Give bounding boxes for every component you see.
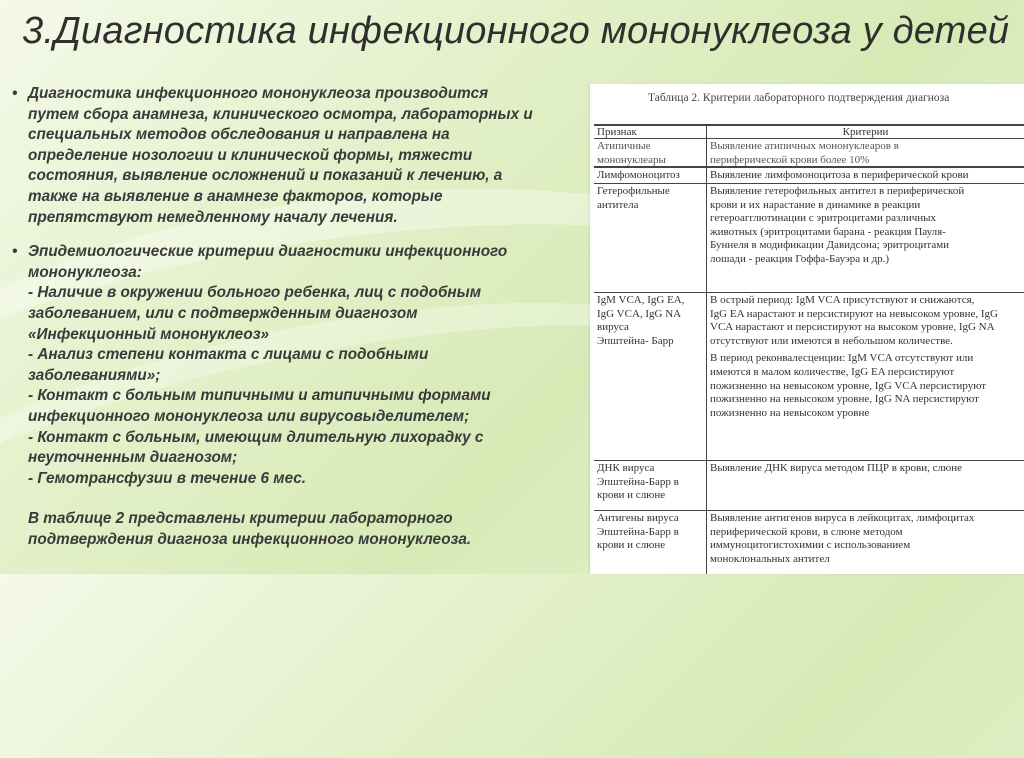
text-line: - Наличие в окружении больного ребенка, лиц с подобным xyxy=(28,284,482,302)
text-line: - Анализ степени контакта с лицами с подобными xyxy=(28,346,429,364)
cell-line: Эпштейна- Барр xyxy=(597,334,674,347)
table-cell xyxy=(594,168,706,183)
cell-line: Лимфомоноцитоз xyxy=(597,169,680,181)
table-cell xyxy=(706,168,1024,183)
text-line: - Контакт с больным типичными и атипичными формами xyxy=(28,387,491,405)
header-cell-criteria: Критерии xyxy=(706,125,1024,138)
cell-line: Выявление антигенов вируса в лейкоцитах, лимфоцитах xyxy=(710,512,975,524)
table-cell xyxy=(594,461,706,510)
cell-line: Эпштейна-Барр в xyxy=(597,475,679,488)
text-line: путем сбора анамнеза, клинического осмотра, лабораторных и xyxy=(28,105,533,123)
text-line: препятствуют немедленному началу лечения. xyxy=(28,208,398,226)
text-line: - Гемотрансфузии в течение 6 мес. xyxy=(28,469,307,487)
cell-line: гетероагглютинации с эритроцитами различных xyxy=(710,212,937,225)
cell-line: Выявление гетерофильных антител в периферической xyxy=(710,185,965,197)
text-line: также на выявление в анамнезе факторов, которые xyxy=(28,187,443,205)
table-header-row xyxy=(594,125,1024,138)
table-row xyxy=(594,184,1024,292)
cell-line: имеются в малом количестве, IgG EA персистируют xyxy=(710,365,955,378)
spacer xyxy=(28,489,582,509)
cell-line: иммуноцитогистохимии с использованием xyxy=(710,539,911,552)
cell-line: вируса xyxy=(597,321,629,334)
text-line: специальных методов обследования и направлена на xyxy=(28,126,450,144)
text-line: В таблице 2 представлены критерии лабораторного xyxy=(28,510,453,528)
text-line: инфекционного мононуклеоза или вирусовыделителем; xyxy=(28,407,470,425)
table-cell xyxy=(706,293,1024,460)
table-row xyxy=(594,139,1024,166)
table-cell xyxy=(706,511,1024,574)
cell-line: Атипичные xyxy=(597,140,651,152)
text-line: - Контакт с больным, имеющим длительную лихорадку с xyxy=(28,428,484,446)
cell-line: В период реконвалесценции: IgM VCA отсутствуют или xyxy=(710,352,974,365)
slide-title: 3.Диагностика инфекционного мононуклеоза у детей xyxy=(22,10,1010,52)
table-cell xyxy=(594,293,706,460)
cell-line: крови и их нарастание в динамике в реакции xyxy=(710,198,921,211)
cell-line: ДНК вируса xyxy=(597,462,655,474)
cell-line: пожизненно на невысоком уровне, IgG NA персистируют xyxy=(710,393,979,406)
cell-line: крови и слюне xyxy=(597,539,666,552)
text-line: состояния, выявление осложнений и показаний к лечению, а xyxy=(28,167,503,185)
text-line: «Инфекционный мононуклеоз» xyxy=(28,325,270,343)
cell-line: Выявление лимфомоноцитоза в периферической крови xyxy=(710,169,969,181)
table-cell xyxy=(706,139,1024,166)
cell-line: Буннеля в модификации Давидсона; эритроцитами xyxy=(710,239,950,252)
table-cell xyxy=(594,139,706,166)
paragraph-diagnostics xyxy=(12,84,582,228)
cell-line: периферической крови, в слюне методом xyxy=(710,525,903,538)
left-text-column xyxy=(12,84,582,550)
cell-line: периферической крови более 10% xyxy=(710,153,870,166)
text-line: подтверждения диагноза инфекционного мононуклеоза. xyxy=(28,530,472,548)
cell-line: Антигены вируса xyxy=(597,512,679,524)
cell-line: животных (эритроцитами барана - реакция Пауля- xyxy=(710,225,946,238)
cell-line: мононуклеары xyxy=(597,153,666,166)
criteria-table-image xyxy=(590,84,1024,574)
text-line: Эпидемиологические критерии диагностики инфекционного xyxy=(28,243,508,261)
text-line: заболеваниями»; xyxy=(28,366,161,384)
text-line: Диагностика инфекционного мононуклеоза производится xyxy=(28,85,489,102)
table-cell xyxy=(706,184,1024,292)
table-cell xyxy=(706,461,1024,510)
cell-line: пожизненно на невысоком уровне xyxy=(710,406,870,419)
cell-line: моноклональных антител xyxy=(710,552,830,565)
cell-line: пожизненно на невысоком уровне, IgG VCA персистируют xyxy=(710,379,987,392)
cell-line: Эпштейна-Барр в xyxy=(597,525,679,538)
cell-line: IgG EA нарастают и персистируют на невысоком уровне, IgG xyxy=(710,307,998,320)
table-row xyxy=(594,511,1024,574)
bullet-icon: • xyxy=(12,85,18,102)
table-caption: Таблица 2. Критерии лабораторного подтверждения диагноза xyxy=(648,92,950,104)
cell-line: IgM VCA, IgG EA, xyxy=(597,294,685,306)
text-line: определение нозологии и клинической формы, тяжести xyxy=(28,146,473,164)
cell-line: Гетерофильные xyxy=(597,185,670,197)
paragraph-epidemiology xyxy=(12,242,582,550)
cell-line: IgG VCA, IgG NA xyxy=(597,307,682,320)
cell-line: Выявление атипичных мононуклеаров в xyxy=(710,140,899,152)
table-row xyxy=(594,293,1024,460)
bullet-icon: • xyxy=(12,243,18,261)
table-cell xyxy=(594,511,706,574)
header-cell-criterion: Признак xyxy=(597,126,637,138)
text-line: заболеванием, или с подтвержденным диагнозом xyxy=(28,304,418,322)
text-line: неуточненным диагнозом; xyxy=(28,449,238,467)
table-cell xyxy=(594,184,706,292)
cell-line: В острый период: IgM VCA присутствуют и снижаются, xyxy=(710,294,975,306)
cell-line: отсутствуют или имеются в небольшом количестве. xyxy=(710,334,953,347)
table-row xyxy=(594,168,1024,183)
cell-line: крови и слюне xyxy=(597,489,666,502)
cell-line: лошади - реакция Гоффа-Бауэра и др.) xyxy=(710,252,890,265)
cell-line: Выявление ДНК вируса методом ПЦР в крови, слюне xyxy=(710,462,963,474)
cell-line: антитела xyxy=(597,198,639,211)
cell-line: VCA нарастают и персистируют на высоком уровне, IgG NA xyxy=(710,321,995,334)
text-line: мононуклеоза: xyxy=(28,263,142,281)
table-row xyxy=(594,461,1024,510)
